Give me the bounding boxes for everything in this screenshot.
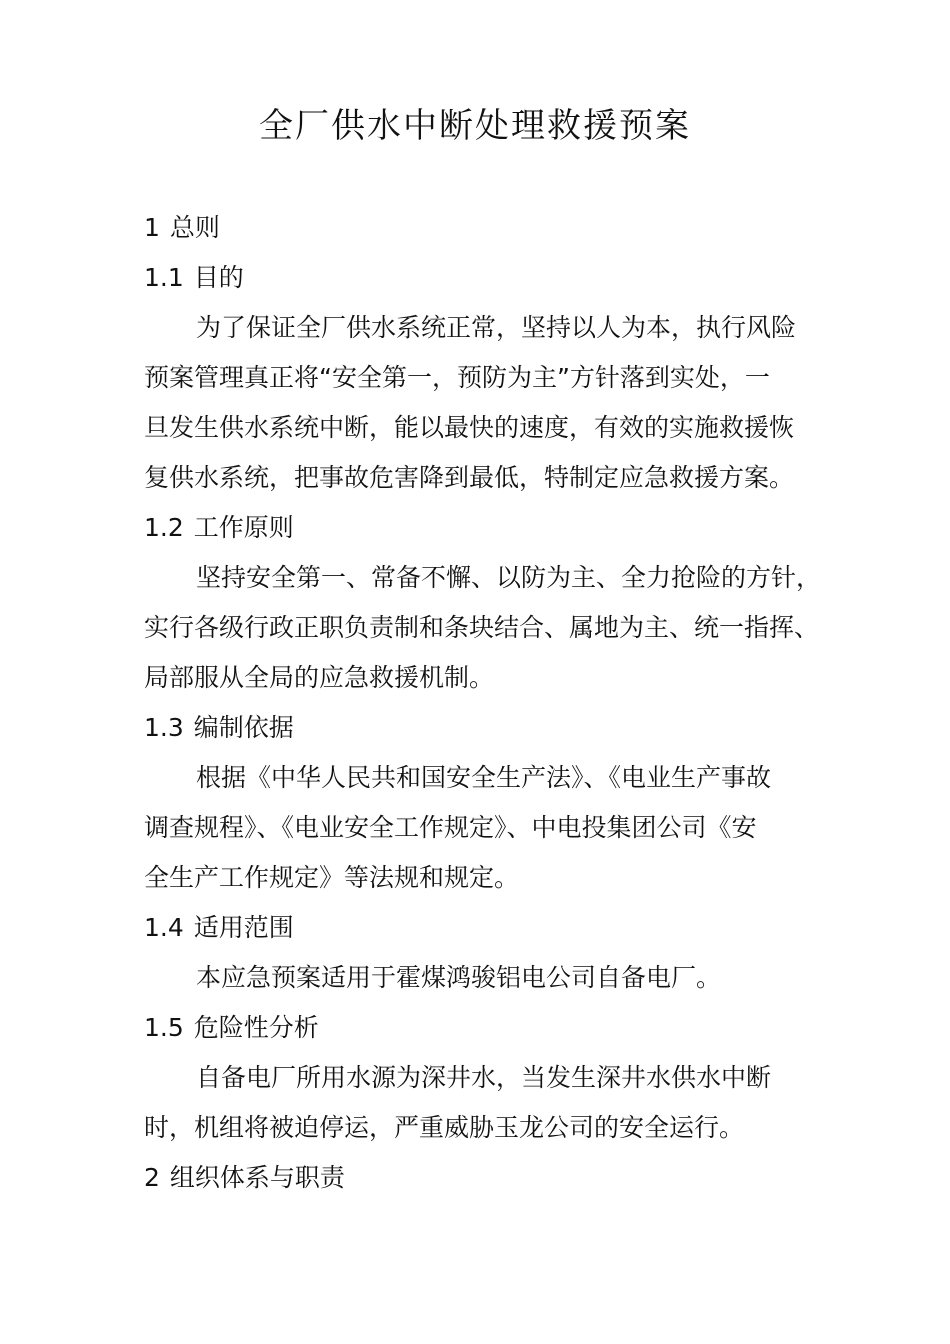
section-heading-1-5: [144, 1003, 814, 1053]
section-title: 危险性分析: [193, 1013, 319, 1042]
paragraph-line: 调查规程》、《电业安全工作规定》、中电投集团公司《安: [144, 813, 757, 842]
section-title: 组织体系与职责: [169, 1163, 345, 1192]
section-title: 适用范围: [193, 913, 294, 942]
document-body: [144, 203, 822, 1203]
section-heading-1: [144, 203, 814, 253]
paragraph-line: 全生产工作规定》等法规和规定。: [144, 863, 520, 892]
paragraph-line: 复供水系统，把事故危害降到最低，特制定应急救援方案。: [144, 463, 795, 492]
section-title: 目的: [193, 263, 244, 292]
paragraph-line: 根据《中华人民共和国安全生产法》、《电业生产事故: [196, 763, 772, 792]
section-number: 1.1: [144, 263, 184, 292]
section-number: 1.5: [144, 1013, 184, 1042]
section-heading-1-1: [144, 253, 814, 303]
paragraph-line: 旦发生供水系统中断，能以最快的速度，有效的实施救援恢: [144, 413, 795, 442]
paragraph-line: 预案管理真正将“安全第一，预防为主”方针落到实处，一: [144, 363, 770, 392]
section-number: 1.3: [144, 713, 184, 742]
paragraph-line: 时，机组将被迫停运，严重威胁玉龙公司的安全运行。: [144, 1113, 745, 1142]
section-title: 工作原则: [193, 513, 294, 542]
paragraph-line: 为了保证全厂供水系统正常，坚持以人为本，执行风险: [196, 313, 797, 342]
section-heading-2: [144, 1153, 814, 1203]
paragraph-line: 坚持安全第一、常备不懈、以防为主、全力抢险的方针，: [196, 563, 822, 592]
section-heading-1-2: [144, 503, 814, 553]
paragraph-line: 本应急预案适用于霍煤鸿骏铝电公司自备电厂。: [196, 963, 722, 992]
section-number: 1.2: [144, 513, 184, 542]
section-number: 2: [144, 1163, 160, 1192]
section-number: 1.4: [144, 913, 184, 942]
section-heading-1-3: [144, 703, 814, 753]
section-title: 总则: [169, 213, 220, 242]
document-title: 全厂供水中断处理救援预案: [259, 106, 691, 146]
section-heading-1-4: [144, 903, 814, 953]
paragraph-line: 局部服从全局的应急救援机制。: [144, 663, 495, 692]
paragraph-line: 实行各级行政正职负责制和条块结合、属地为主、统一指挥、: [144, 613, 820, 642]
paragraph-line: 自备电厂所用水源为深井水，当发生深井水供水中断: [196, 1063, 772, 1092]
section-number: 1: [144, 213, 160, 242]
section-title: 编制依据: [193, 713, 294, 742]
